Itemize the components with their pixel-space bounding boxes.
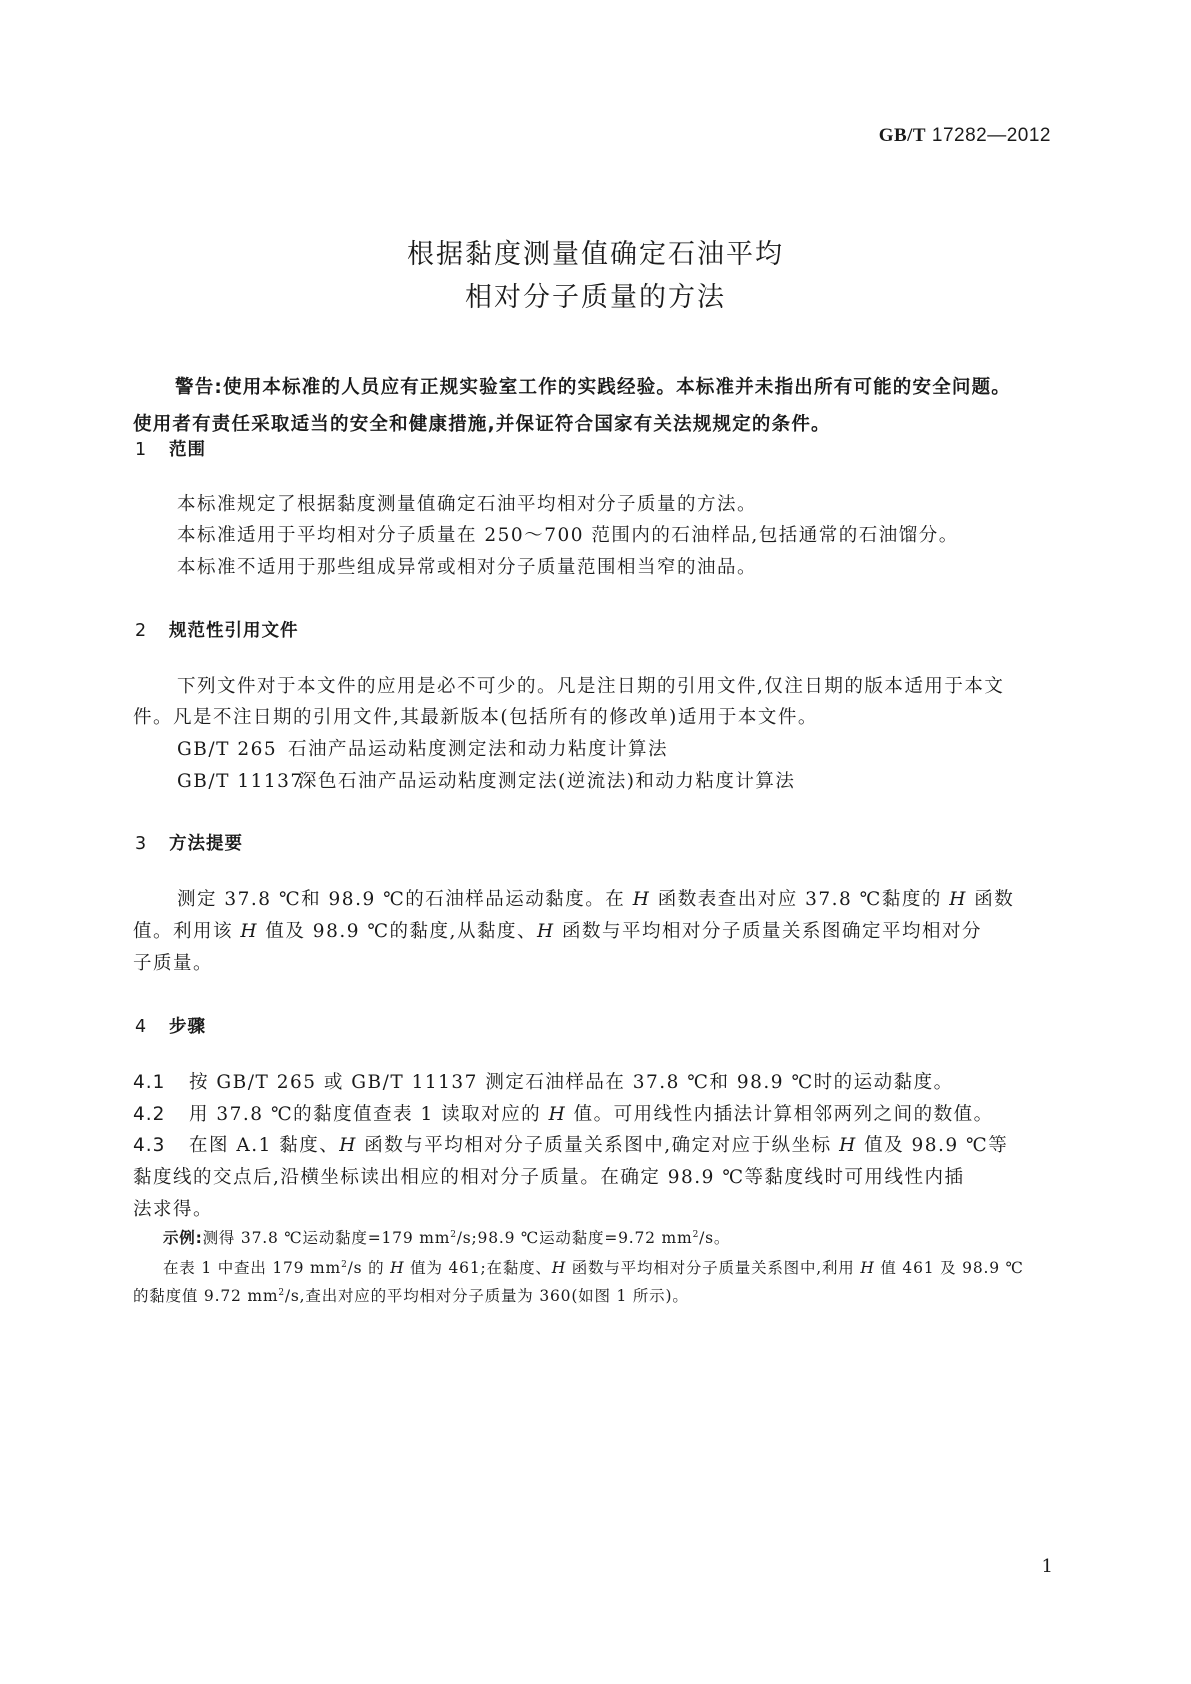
step-4-1: 4.1 按 GB/T 265 或 GB/T 11137 测定石油样品在 37.8 ℃和 98.9 ℃时的运动黏度。	[133, 1072, 954, 1093]
section-title: 规范性引用文件	[169, 621, 299, 641]
example-line-2: 在表 1 中查出 179 $mm^2/s$ 的 H 值为 461;在黏度、H 函数与平均相对分子质量关系图中,利用 H 值 461 及 98.9 ℃	[163, 1259, 1024, 1277]
section-1-heading	[135, 436, 206, 461]
references-intro-line-2: 件。凡是不注日期的引用文件,其最新版本(包括所有的修改单)适用于本文件。	[133, 707, 818, 728]
method-summary-line-2: 值。利用该 H 值及 98.9 ℃的黏度,从黏度、H 函数与平均相对分子质量关系图确定平均相对分	[133, 921, 982, 942]
section-4-heading	[135, 1013, 206, 1038]
step-4-3-line-2: 黏度线的交点后,沿横坐标读出相应的相对分子质量。在确定 98.9 ℃等黏度线时可用线性内插	[133, 1167, 965, 1188]
reference-gbt-11137	[177, 767, 795, 793]
section-3-heading	[135, 830, 243, 855]
document-title-line-2: 相对分子质量的方法	[465, 282, 726, 313]
step-4-2: 4.2 用 37.8 ℃的黏度值查表 1 读取对应的 H 值。可用线性内插法计算相邻两列之间的数值。	[133, 1104, 994, 1125]
section-title: 范围	[169, 440, 206, 460]
step-number: 4.2	[133, 1104, 166, 1125]
reference-title: 深色石油产品运动粘度测定法(逆流法)和动力粘度计算法	[298, 771, 796, 792]
scope-paragraph-1: 本标准规定了根据黏度测量值确定石油平均相对分子质量的方法。	[177, 494, 758, 515]
standard-code: 17282—2012	[931, 125, 1051, 146]
section-number: 4	[135, 1017, 148, 1037]
section-2-heading	[135, 617, 299, 642]
section-title: 方法提要	[169, 834, 243, 854]
method-summary-line-1: 测定 37.8 ℃和 98.9 ℃的石油样品运动黏度。在 H 函数表查出对应 37.8 ℃黏度的 H 函数	[177, 889, 1015, 910]
step-4-3-line-3: 法求得。	[133, 1199, 214, 1220]
reference-gbt-265	[177, 735, 668, 761]
step-number: 4.3	[133, 1135, 166, 1156]
section-title: 步骤	[169, 1017, 206, 1037]
reference-code: GB/T 11137	[177, 771, 304, 792]
reference-code: GB/T 265	[177, 739, 278, 760]
warning-line-2: 使用者有责任采取适当的安全和健康措施,并保证符合国家有关法规规定的条件。	[133, 414, 831, 435]
step-4-3: 4.3 在图 A.1 黏度、H 函数与平均相对分子质量关系图中,确定对应于纵坐标 H 值及 98.9 ℃等	[133, 1135, 1009, 1156]
document-title-line-1: 根据黏度测量值确定石油平均	[407, 239, 784, 270]
example-line-3: 的黏度值 9.72 $mm^2/s$,查出对应的平均相对分子质量为 360(如图 1 所示)。	[133, 1287, 689, 1305]
section-number: 3	[135, 834, 148, 854]
scope-paragraph-2: 本标准适用于平均相对分子质量在 250～700 范围内的石油样品,包括通常的石油馏分。	[177, 525, 959, 546]
method-summary-line-3: 子质量。	[133, 953, 214, 974]
step-number: 4.1	[133, 1072, 166, 1093]
example-line-1: 示例:测得 37.8 ℃运动黏度=179 $mm^2/s;98.9$ ℃运动黏度=9.72 $mm^2/s$。	[163, 1229, 731, 1247]
reference-title: 石油产品运动粘度测定法和动力粘度计算法	[288, 739, 669, 760]
scope-paragraph-3: 本标准不适用于那些组成异常或相对分子质量范围相当窄的油品。	[177, 557, 758, 578]
standard-prefix: GB/T	[878, 125, 927, 146]
section-number: 2	[135, 621, 148, 641]
section-number: 1	[135, 440, 148, 460]
standard-number	[879, 125, 1051, 147]
warning-line-1: 警告:使用本标准的人员应有正规实验室工作的实践经验。本标准并未指出所有可能的安全问题。	[175, 377, 1012, 398]
example-label: 示例:	[163, 1229, 203, 1247]
references-intro-line-1: 下列文件对于本文件的应用是必不可少的。凡是注日期的引用文件,仅注日期的版本适用于本文	[177, 676, 1005, 697]
page-number: 1	[1041, 1556, 1053, 1577]
